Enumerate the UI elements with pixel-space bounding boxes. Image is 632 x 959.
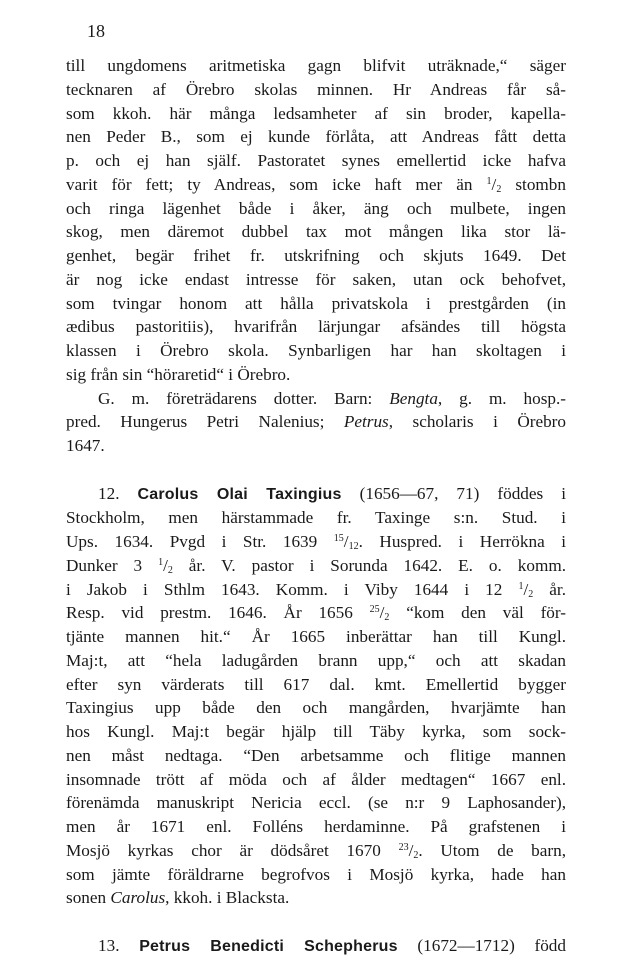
fraction-slash: /	[343, 532, 349, 551]
fraction-numerator: 1	[158, 556, 164, 568]
italic-name: Carolus	[110, 888, 166, 908]
text-line: som jämte föräldrarne begrofvos i Mosjö kyrka, hade han	[66, 864, 566, 884]
line-text: “kom den väl för-	[389, 603, 566, 623]
fraction-denominator: 2	[167, 564, 173, 576]
fraction-slash: /	[163, 555, 168, 575]
line-text: Dunker 3	[66, 555, 159, 575]
entry-number: 12.	[98, 483, 120, 503]
line-text: . Utom de barn,	[418, 840, 567, 860]
line-text: Ups. 1634. Pvgd i Str. 1639	[66, 532, 334, 551]
paragraph-gap	[66, 458, 566, 482]
paragraph-gap	[66, 910, 566, 934]
fraction-numerator: 25	[369, 604, 380, 616]
fraction-numerator: 23	[398, 841, 409, 853]
text-line	[66, 173, 566, 197]
text-line	[66, 554, 566, 578]
fraction-denominator: 12	[348, 541, 359, 552]
italic-name: Bengta	[389, 388, 438, 408]
line-text: , scholaris i Örebro	[388, 412, 566, 432]
text-line: som kkoh. här många ledsamheter af sin broder, kapella-	[66, 103, 566, 123]
text-line: 1647.	[66, 436, 105, 455]
text-line	[66, 482, 566, 507]
text-line	[66, 934, 566, 959]
line-text: G. m. företrädarens dotter. Barn:	[98, 388, 390, 408]
text-line: nen Peder B., som ej kunde förlåta, att Andreas fått detta	[66, 127, 566, 147]
text-line: genhet, begär frihet fr. utskrifning och skjuts 1649. Det	[66, 246, 566, 265]
fraction-numerator: 1	[518, 580, 524, 592]
line-text: år. V. pastor i Sorunda 1642. E. o. komm.	[172, 555, 566, 575]
fraction-denominator: 2	[496, 183, 502, 195]
text-line	[66, 530, 566, 554]
fraction-numerator: 1	[486, 175, 492, 187]
text-line: och ringa lägenhet både i åker, äng och mulbete, ingen	[66, 198, 566, 218]
entry-number: 13.	[98, 935, 120, 955]
line-text: , kkoh. i Blacksta.	[165, 888, 290, 908]
fraction-slash: /	[408, 840, 414, 860]
page-number: 18	[87, 21, 105, 41]
text-line: Taxingius upp både den och mangården, hvarjämte han	[66, 698, 566, 718]
line-text: , g. m. hosp.-	[437, 388, 567, 408]
line-text: år.	[533, 579, 566, 599]
line-text: Mosjö kyrkas chor är dödsåret 1670	[66, 840, 399, 860]
text-line	[66, 387, 566, 411]
fraction-numerator: 15	[333, 533, 344, 544]
text-line: insomnade trött af möda och af ålder medtagen“ 1667 enl.	[66, 769, 566, 789]
line-text: pred. Hungerus Petri Nalenius;	[66, 412, 344, 432]
fraction-slash: /	[379, 603, 385, 623]
text-line: sig från sin “höraretid“ i Örebro.	[66, 364, 291, 384]
fraction-slash: /	[491, 174, 497, 194]
text-line: Stockholm, men härstammade fr. Taxinge s:n. Stud. i	[66, 508, 566, 528]
line-text: . Huspred. i Herrökna i	[358, 532, 567, 551]
line-text: (1656—67, 71) föddes i	[341, 483, 567, 503]
line-text: sonen	[66, 888, 111, 908]
text-line: förenämda manuskript Nericia eccl. (se n:r 9 Laphosander),	[66, 793, 566, 813]
fraction-denominator: 2	[384, 612, 390, 624]
text-line: Maj:t, att “hela ladugården brann upp,“ och att skadan	[66, 650, 566, 670]
text-line	[66, 886, 566, 910]
text-line: nen måst nedtaga. “Den arbetsamme och flitige mannen	[66, 745, 566, 765]
text-line	[66, 601, 566, 625]
text-line	[66, 578, 566, 602]
text-line: ædibus pastoritiis), hvarifrån lärjungar afsändes till högsta	[66, 317, 566, 337]
text-line	[66, 839, 566, 863]
text-line: hos Kungl. Maj:t begär hjälp till Täby kyrka, som sock-	[66, 722, 566, 741]
text-line: tecknaren af Örebro skolas minnen. Hr Andreas får så-	[66, 79, 566, 99]
text-line: men år 1671 enl. Folléns herdaminne. På grafstenen i	[66, 817, 566, 836]
fraction-denominator: 2	[413, 849, 419, 861]
text-line: till ungdomens aritmetiska gagn blifvit uträknade,“ säger	[66, 56, 566, 75]
text-line: skog, men däremot dubbel tax mot mången lika stor lä-	[66, 222, 566, 242]
text-line: är nog icke endast intresse för saken, utan ock behofvet,	[66, 269, 566, 289]
line-text: Resp. vid prestm. 1646. År 1656	[66, 603, 370, 623]
body-text	[66, 54, 566, 959]
text-line: tjänte mannen hit.“ År 1665 inberättar han till Kungl.	[66, 627, 566, 646]
italic-name: Petrus	[343, 412, 389, 432]
text-line: efter syn värderats till 617 dal. kmt. Emellertid bygger	[66, 674, 566, 694]
text-line	[66, 410, 566, 434]
entry-name: Carolus Olai Taxingius	[137, 485, 342, 503]
text-line: p. och ej han själf. Pastoratet synes emellertid icke hafva	[66, 151, 566, 170]
text-line: klassen i Örebro skola. Synbarligen har han skoltagen i	[66, 341, 566, 360]
line-text: varit för fett; ty Andreas, som icke haft mer än	[66, 174, 487, 194]
fraction-slash: /	[523, 579, 529, 599]
entry-name: Petrus Benedicti Schepherus	[139, 937, 398, 955]
text-line: som tvingar honom att hålla privatskola i prestgården (in	[66, 293, 566, 313]
fraction-denominator: 2	[528, 588, 534, 600]
line-text: stombn	[501, 174, 566, 194]
line-text: (1672—1712) född	[397, 935, 566, 955]
line-text: i Jakob i Sthlm 1643. Komm. i Viby 1644 i 12	[66, 579, 519, 599]
